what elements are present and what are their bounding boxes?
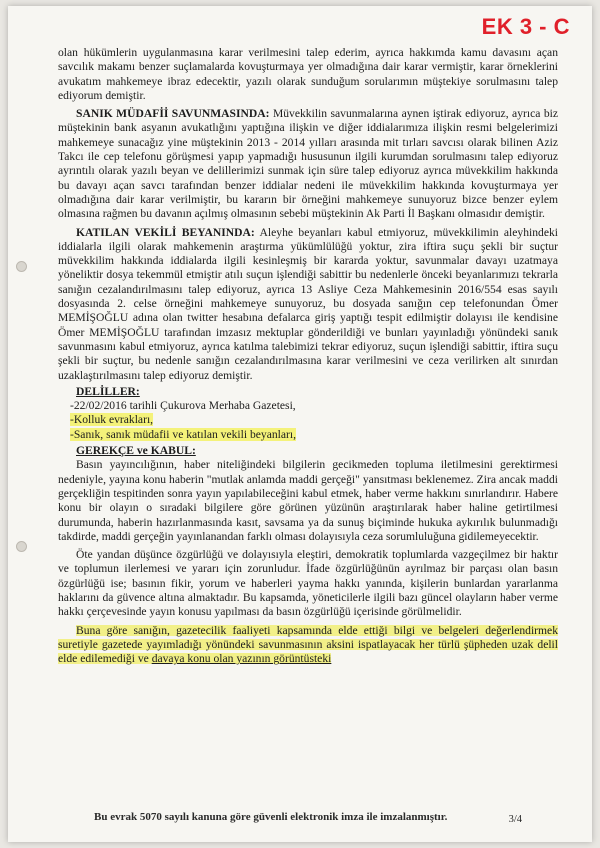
evidence-heading: DELİLLER:	[76, 384, 140, 398]
paragraph-reasoning-3	[58, 624, 558, 667]
evidence-item: -22/02/2016 tarihli Çukurova Merhaba Gazetesi,	[70, 399, 296, 413]
evidence-item	[70, 428, 558, 442]
highlighted-text: -Kolluk evrakları,	[70, 413, 154, 427]
section-heading: SANIK MÜDAFİİ SAVUNMASINDA:	[76, 107, 270, 121]
document-page	[8, 6, 592, 842]
section-heading: KATILAN VEKİLİ BEYANINDA:	[76, 225, 255, 239]
highlighted-text: Buna göre sanığın, gazetecilik faaliyeti kapsamında elde ettiği bilgi ve belgeleri değerlendirmek suretiyle gazetede yayımladığı yönündeki savunmasının aksini ispatlayacak her türlü şüpheden uzak delil elde edilemediği ve	[58, 623, 558, 666]
paragraph-text: Aleyhe beyanları kabul etmiyoruz, müvekkilimin aleyhindeki iddialarla ilgili olarak mahkemenin araştırma yükümlülüğü yoktur, zira iftira suçu şekli bir suçtur müvekkilim hakkında iddialarda ilgili kesinleşmiş bir kararda yoktur, savunmalar davayı uzatmaya yöneliktir dosya tekemmül etmiştir atılı suçun işlendiği sabittir bu nedenlerle önceki beyanlarımızı tekrarla sanığın cezalandırılmasını talep ediyoruz, ayrıca 13 Asliye Ceza Mahkemesinin 2016/554 esas sayılı dosyasında 2. celse örneğini mahkemeye sunuyoruz, bu dosyada sanığın cep telefonundan Ömer MEMİŞOĞLU adına olan twitter hesabına defalarca giriş yaptığı tespit edilmiştir dolayısı ile kendisine Ömer MEMİŞOĞLU tarafından imzasız mektuplar gönderildiği ve bunları yayınladığı yönündeki sanık savunmasını kabul etmiyoruz, ayrıca katılma talebimizi tekrar ediyoruz, suçun işlendiği sabittir, iftira suçu şekli bir suçtur, bu nedenle sanığın cezalandırılmasına karar verilmesini ve ceza verilirken alt sınırdan uzaklaştırılmasını talep ediyoruz demiştir.	[58, 225, 558, 382]
paragraph-reasoning-1: Basın yayıncılığının, haber niteliğindeki bilgilerin gecikmeden topluma iletilmesini gerektirmesi nedeniyle, yayına konu haberin "mutlak anlamda maddi gerçeği" yansıtması beklenemez. Zira ancak maddi gerçekliğin tespitinden sonra yayın yapılabileceğini kabul etmek, haber verme hakkını sınırlandırır. Habere konu bir olayın o sıradaki bilgilere göre görünen yüzünün araştırılarak haber haline getirtilmesi durumunda, haberin hazırlanmasında kasıt, savsama ya da sunuş biçiminde hukuka aykırılık bulunmadığı takdirde, maddi gerçeğin yayınlanandan farklı olması dolayısıyla ceza sorumluluğuna gidilemeyecektir.	[58, 458, 558, 543]
paragraph-defense-end: olan hükümlerin uygulanmasına karar verilmesini talep ederim, ayrıca hakkımda kamu davasını açan savcılık makamı benzer suçlamalarda kovuşturmaya yer olmadığına dair karar vermiştir, karar örneklerini avukatım mahkemeye ibraz edecektir, yazılı olarak sunduğum sorularımın müştekiye sorulmasını talep ediyorum demiştir.	[58, 46, 558, 102]
document-body	[58, 46, 558, 666]
paragraph-defense-counsel	[58, 107, 558, 221]
evidence-item	[70, 413, 558, 427]
e-signature-footer: Bu evrak 5070 sayılı kanuna göre güvenli elektronik imza ile imzalanmıştır.	[94, 811, 448, 823]
punch-hole	[16, 261, 27, 272]
reasoning-heading: GEREKÇE ve KABUL:	[76, 444, 196, 458]
paragraph-intervenor-counsel	[58, 226, 558, 383]
paragraph-reasoning-2: Öte yandan düşünce özgürlüğü ve dolayısıyla eleştiri, demokratik toplumlarda vazgeçilmez bir haktır ve toplumun ilerlemesi ve yararı için zorunludur. İfade özgürlüğünün ayrılmaz bir parçası olan basın özgürlüğü ise; basının fikir, yorum ve haberleri yayma hakkı yanında, kişilerin bunlardan yararlanma haklarını da güvence altına almaktadır. Bu kapsamda, yöneticilerle ilgili bazı güncel olayların haber verme hakkı çerçevesinde yayın konusu yapılması da basın özgürlüğü içerisinde görülmelidir.	[58, 548, 558, 619]
page-number: 3/4	[508, 814, 522, 825]
evidence-list	[58, 399, 558, 442]
paragraph-text: Müvekkilin savunmalarına aynen iştirak ediyoruz, ayrıca biz müştekinin bank asyanın avukatlığını yaptığına ilişkin ve diğer iddialarımıza ilişkin resmi belgelerimizi mahkemeye sunacağız yine müştekinin 2013 - 2014 yılları arasında mit tırları savcısı olarak bilinen Aziz Takcı ile cep telefonu görüşmesi yapıp yapmadığı hususunun ilgili kurumdan sorulmasını talep ediyoruz ayrıntılı olarak yazılı beyan ve delillerimizi sunmak için süre talep ediyoruz ayrıca müvekkilim hakkında bu davayı açan savcı tarafından benzer iddialar nedeni ile müvekkilim hakkında kovuşturmaya yer olmadığına dair karar verilmiştir, bu kararın bir örneğini mahkemeye sunuyoruz bizce benzer eylem olmasına rağmen bu davanın açılmış olmasının sebebi müştekinin Ak Parti İl Başkanı olmasıdır demiştir.	[58, 107, 558, 221]
punch-hole	[16, 541, 27, 552]
highlighted-underlined-text: davaya konu olan yazının görüntüsteki	[151, 652, 332, 666]
exhibit-tag: EK 3 - C	[481, 14, 570, 39]
highlighted-text: -Sanık, sanık müdafii ve katılan vekili beyanları,	[70, 427, 297, 441]
